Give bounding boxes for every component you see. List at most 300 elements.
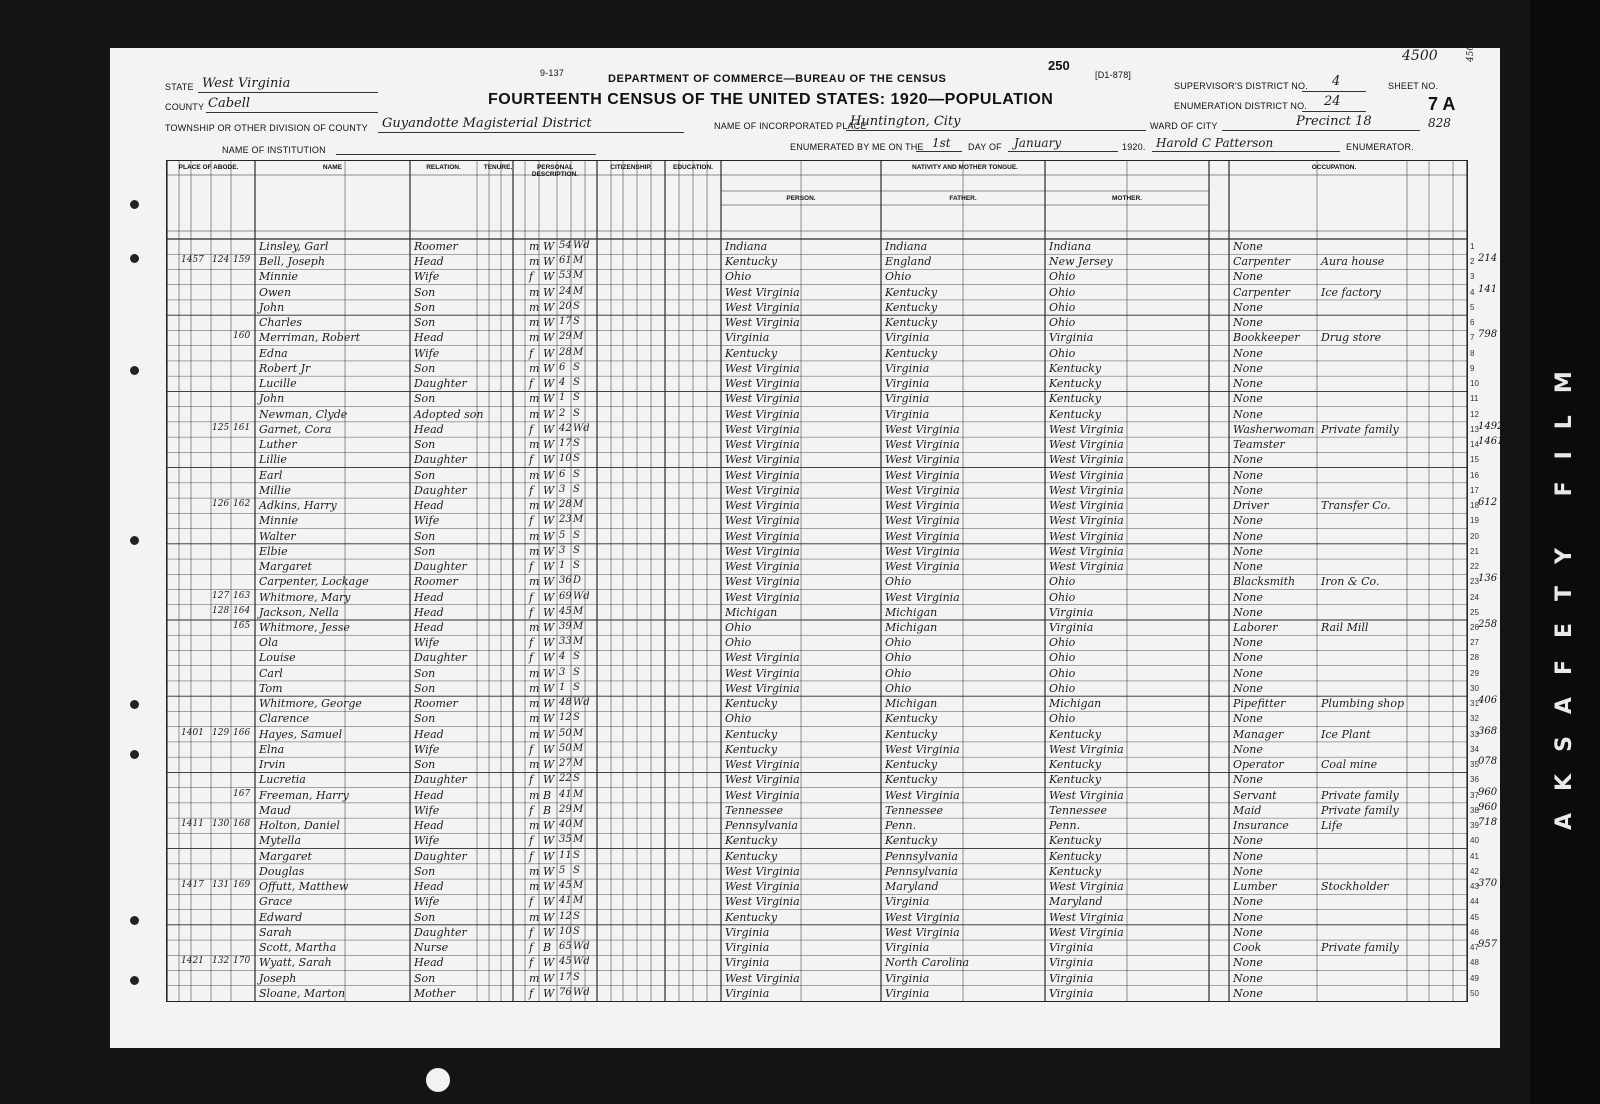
- age: 20: [559, 300, 572, 312]
- race: W: [543, 636, 555, 650]
- age: 12: [559, 910, 572, 922]
- father-birthplace: Ohio: [885, 666, 912, 680]
- mother-birthplace: Ohio: [1049, 651, 1076, 665]
- birthplace: West Virginia: [725, 590, 800, 604]
- age: 42: [559, 422, 572, 434]
- enumerated-label: ENUMERATED BY ME ON THE: [790, 142, 924, 152]
- page-number: 250: [1048, 58, 1070, 73]
- relation: Head: [414, 499, 444, 513]
- person-name: Wyatt, Sarah: [259, 956, 332, 970]
- line-number: 16: [1470, 470, 1479, 480]
- relation: Son: [414, 468, 436, 482]
- race: W: [543, 483, 555, 497]
- occupation: Carpenter: [1233, 255, 1291, 269]
- place-label: NAME OF INCORPORATED PLACE: [714, 121, 867, 131]
- sub-father: FATHER.: [949, 195, 977, 202]
- marital-status: S: [573, 925, 580, 937]
- person-name: Owen: [259, 285, 292, 299]
- family-number: 126: [212, 499, 230, 510]
- father-birthplace: Virginia: [885, 895, 930, 909]
- line-number: 14: [1470, 440, 1479, 450]
- marital-status: M: [573, 636, 584, 648]
- age: 54: [559, 240, 572, 251]
- birthplace: Virginia: [725, 925, 770, 939]
- person-name: Elna: [259, 742, 285, 756]
- relation: Daughter: [414, 925, 467, 939]
- race: W: [543, 453, 555, 467]
- relation: Head: [414, 727, 444, 741]
- race: W: [543, 499, 555, 513]
- person-name: Louise: [259, 651, 296, 665]
- occupation: Laborer: [1233, 621, 1278, 634]
- marital-status: S: [573, 529, 580, 541]
- line-number: 26: [1470, 623, 1479, 632]
- house-number: 170: [233, 956, 251, 967]
- person-name: Grace: [259, 895, 293, 909]
- relation: Head: [414, 788, 444, 802]
- age: 45: [559, 880, 572, 892]
- race: W: [543, 758, 555, 772]
- birthplace: West Virginia: [725, 392, 800, 406]
- age: 6: [559, 468, 566, 480]
- father-birthplace: Kentucky: [885, 285, 938, 299]
- relation: Son: [414, 712, 436, 726]
- industry: Plumbing shop: [1321, 697, 1405, 711]
- birthplace: West Virginia: [725, 788, 800, 802]
- form-code: 9-137: [540, 68, 565, 78]
- mother-birthplace: Virginia: [1049, 971, 1094, 985]
- father-birthplace: Kentucky: [885, 834, 938, 848]
- marital-status: S: [573, 560, 580, 572]
- person-name: Lucretia: [259, 773, 306, 787]
- punch-hole: [130, 916, 139, 925]
- industry: Drug store: [1321, 331, 1382, 345]
- marital-status: M: [573, 499, 584, 511]
- line-number: 27: [1470, 638, 1479, 648]
- occupation: None: [1233, 636, 1263, 650]
- age: 35: [559, 834, 572, 846]
- state-label: STATE: [165, 82, 194, 92]
- race: W: [543, 697, 555, 711]
- race: W: [543, 880, 555, 894]
- person-name: Irvin: [259, 758, 286, 772]
- relation: Son: [414, 438, 436, 452]
- person-name: Charles: [259, 316, 302, 330]
- occupation: None: [1233, 300, 1263, 314]
- industry: Ice factory: [1321, 285, 1381, 299]
- house-number: 160: [233, 331, 251, 342]
- line-number: 8: [1470, 348, 1475, 358]
- occupation: None: [1233, 971, 1263, 985]
- family-number: 129: [212, 727, 230, 738]
- mother-birthplace: Ohio: [1049, 681, 1076, 695]
- institution-label: NAME OF INSTITUTION: [222, 145, 326, 155]
- group-place-of-abode: PLACE OF ABODE.: [178, 164, 239, 171]
- house-number: 167: [233, 788, 251, 799]
- occupation: None: [1233, 240, 1263, 253]
- marital-status: Wd: [573, 697, 590, 709]
- marital-status: M: [573, 346, 584, 358]
- industry: Aura house: [1321, 255, 1385, 269]
- occupation: None: [1233, 361, 1263, 375]
- relation: Son: [414, 666, 436, 680]
- occupation: None: [1233, 910, 1263, 924]
- punch-hole: [130, 254, 139, 263]
- birthplace: West Virginia: [725, 651, 800, 665]
- sex: m: [529, 285, 540, 299]
- sex: m: [529, 544, 540, 558]
- relation: Head: [414, 331, 444, 345]
- person-name: John: [259, 300, 285, 314]
- line-number: 41: [1470, 851, 1479, 861]
- relation: Wife: [414, 514, 440, 528]
- father-birthplace: North Carolina: [885, 956, 970, 970]
- department-heading: DEPARTMENT OF COMMERCE—BUREAU OF THE CENSUS: [608, 73, 947, 85]
- sex: f: [529, 422, 534, 436]
- mother-birthplace: West Virginia: [1049, 788, 1124, 802]
- father-birthplace: Ohio: [885, 681, 912, 695]
- sex: f: [529, 560, 534, 574]
- sex: f: [529, 956, 534, 970]
- father-birthplace: Pennsylvania: [885, 849, 958, 863]
- line-number: 5: [1470, 302, 1475, 312]
- family-number: 127: [212, 590, 230, 601]
- relation: Son: [414, 529, 436, 543]
- relation: Head: [414, 956, 444, 970]
- sex: f: [529, 453, 534, 467]
- race: W: [543, 834, 555, 848]
- race: W: [543, 331, 555, 345]
- sex: m: [529, 727, 540, 741]
- birthplace: West Virginia: [725, 422, 800, 436]
- marital-status: S: [573, 377, 580, 389]
- occupation: None: [1233, 544, 1263, 558]
- sex: m: [529, 621, 540, 634]
- birthplace: West Virginia: [725, 453, 800, 467]
- marital-status: S: [573, 407, 580, 419]
- marital-status: M: [573, 255, 584, 267]
- person-name: Walter: [259, 529, 296, 543]
- marital-status: Wd: [573, 590, 590, 602]
- birthplace: Michigan: [725, 605, 778, 619]
- age: 28: [559, 499, 572, 511]
- birthplace: West Virginia: [725, 377, 800, 391]
- mother-birthplace: West Virginia: [1049, 742, 1124, 756]
- age: 45: [559, 605, 572, 617]
- occupation: None: [1233, 483, 1263, 497]
- enumerator-name: Harold C Patterson: [1156, 136, 1274, 150]
- line-number: 6: [1470, 318, 1475, 328]
- sheet-value: 7 A: [1428, 94, 1456, 114]
- father-birthplace: Michigan: [885, 605, 938, 619]
- age: 50: [559, 742, 572, 754]
- mother-birthplace: Ohio: [1049, 346, 1076, 360]
- marital-status: S: [573, 544, 580, 556]
- occupation: Manager: [1233, 727, 1284, 741]
- dwelling-number: 1401: [181, 727, 204, 738]
- occupation: None: [1233, 986, 1263, 1000]
- father-birthplace: West Virginia: [885, 788, 960, 802]
- age: 4: [559, 377, 566, 389]
- occupation: None: [1233, 392, 1263, 406]
- enum-district-label: ENUMERATION DISTRICT NO.: [1174, 101, 1307, 111]
- line-number: 48: [1470, 958, 1479, 968]
- father-birthplace: West Virginia: [885, 544, 960, 558]
- father-birthplace: West Virginia: [885, 529, 960, 543]
- person-name: Whitmore, Jesse: [259, 621, 350, 634]
- group-education: EDUCATION.: [673, 164, 713, 171]
- marital-status: D: [573, 575, 582, 587]
- person-name: Hayes, Samuel: [259, 727, 343, 741]
- person-name: Whitmore, George: [259, 697, 362, 711]
- side-number: 258: [1478, 619, 1498, 630]
- supervisor-value: 4: [1332, 74, 1341, 89]
- family-number: 125: [212, 422, 230, 433]
- person-name: Maud: [259, 803, 291, 817]
- sex: f: [529, 742, 534, 756]
- relation: Head: [414, 605, 444, 619]
- marital-status: S: [573, 316, 580, 328]
- group-tenure: TENURE.: [483, 164, 513, 171]
- relation: Head: [414, 422, 444, 436]
- sex: f: [529, 270, 534, 284]
- father-birthplace: West Virginia: [885, 468, 960, 482]
- mother-birthplace: Ohio: [1049, 575, 1076, 589]
- race: B: [543, 788, 552, 802]
- county-label: COUNTY: [165, 102, 205, 112]
- birthplace: West Virginia: [725, 971, 800, 985]
- occupation: Teamster: [1233, 438, 1285, 452]
- line-number: 33: [1470, 729, 1479, 739]
- age: 48: [559, 697, 572, 709]
- birthplace: West Virginia: [725, 514, 800, 528]
- race: W: [543, 590, 555, 604]
- occupation: None: [1233, 316, 1263, 330]
- line-number: 31: [1470, 699, 1479, 709]
- relation: Nurse: [414, 941, 449, 955]
- father-birthplace: Virginia: [885, 361, 930, 375]
- relation: Wife: [414, 834, 440, 848]
- age: 10: [559, 453, 572, 465]
- father-birthplace: Virginia: [885, 941, 930, 955]
- marital-status: S: [573, 392, 580, 404]
- relation: Roomer: [414, 575, 458, 589]
- person-name: Carl: [259, 666, 283, 680]
- age: 6: [559, 361, 566, 373]
- birthplace: Kentucky: [725, 910, 778, 924]
- industry: Life: [1321, 819, 1343, 833]
- father-birthplace: Kentucky: [885, 758, 938, 772]
- person-name: Tom: [259, 681, 283, 695]
- occupation: None: [1233, 377, 1263, 391]
- marital-status: M: [573, 621, 584, 632]
- mother-birthplace: Michigan: [1049, 697, 1102, 711]
- race: W: [543, 270, 555, 284]
- age: 69: [559, 590, 572, 602]
- person-name: Luther: [259, 438, 297, 452]
- line-number: 28: [1470, 653, 1479, 663]
- group-relation: RELATION.: [426, 164, 461, 171]
- house-number: 165: [233, 621, 251, 631]
- marital-status: M: [573, 514, 584, 526]
- race: B: [543, 941, 552, 955]
- birthplace: West Virginia: [725, 285, 800, 299]
- marital-status: M: [573, 880, 584, 892]
- line-number: 24: [1470, 592, 1479, 602]
- mother-birthplace: Ohio: [1049, 666, 1076, 680]
- relation: Mother: [414, 986, 456, 1000]
- line-number: 46: [1470, 927, 1479, 937]
- age: 36: [559, 575, 572, 587]
- sex: m: [529, 255, 540, 269]
- race: W: [543, 285, 555, 299]
- occupation: None: [1233, 925, 1263, 939]
- relation: Wife: [414, 270, 440, 284]
- side-number: 141: [1478, 283, 1498, 295]
- corner-number: 4500: [1402, 48, 1438, 64]
- father-birthplace: West Virginia: [885, 514, 960, 528]
- line-number: 15: [1470, 455, 1479, 465]
- sex: f: [529, 636, 534, 650]
- form-ref: [D1-878]: [1095, 70, 1132, 80]
- group-nativity: NATIVITY AND MOTHER TONGUE.: [912, 164, 1018, 171]
- race: W: [543, 377, 555, 391]
- birthplace: Virginia: [725, 956, 770, 970]
- sex: f: [529, 773, 534, 787]
- father-birthplace: Virginia: [885, 971, 930, 985]
- mother-birthplace: Indiana: [1049, 240, 1092, 253]
- age: 22: [559, 773, 572, 785]
- birthplace: West Virginia: [725, 575, 800, 589]
- occupation: Bookkeeper: [1233, 331, 1300, 345]
- father-birthplace: Maryland: [885, 880, 939, 894]
- sub-mother: MOTHER.: [1112, 195, 1142, 202]
- relation: Head: [414, 255, 444, 269]
- census-title: FOURTEENTH CENSUS OF THE UNITED STATES: 1920—POPULATION: [488, 91, 1054, 108]
- occupation: None: [1233, 864, 1263, 878]
- punch-hole: [130, 750, 139, 759]
- father-birthplace: West Virginia: [885, 422, 960, 436]
- race: W: [543, 422, 555, 436]
- family-number: 124: [212, 255, 230, 266]
- person-name: Sarah: [259, 925, 292, 939]
- person-name: Bell, Joseph: [259, 255, 325, 269]
- marital-status: Wd: [573, 240, 590, 251]
- relation: Roomer: [414, 697, 458, 711]
- sex: f: [529, 986, 534, 1000]
- line-number: 32: [1470, 714, 1479, 724]
- age: 40: [559, 819, 572, 831]
- occupation: None: [1233, 712, 1263, 726]
- age: 3: [559, 544, 566, 556]
- relation: Daughter: [414, 453, 467, 467]
- occupation: Blacksmith: [1233, 575, 1296, 589]
- enum-district-value: 24: [1324, 94, 1341, 109]
- occupation: Maid: [1233, 803, 1262, 817]
- person-name: Sloane, Marton: [259, 986, 346, 1000]
- mother-birthplace: Kentucky: [1049, 864, 1102, 878]
- side-number: 960: [1478, 801, 1498, 813]
- occupation: Operator: [1233, 758, 1284, 772]
- sex: m: [529, 788, 540, 802]
- marital-status: M: [573, 605, 584, 617]
- race: W: [543, 240, 555, 253]
- sex: f: [529, 849, 534, 863]
- birthplace: West Virginia: [725, 666, 800, 680]
- age: 27: [559, 758, 572, 770]
- person-name: Garnet, Cora: [259, 422, 332, 436]
- marital-status: Wd: [573, 986, 590, 998]
- birthplace: Indiana: [725, 240, 768, 253]
- person-name: Linsley, Garl: [259, 240, 329, 253]
- person-name: Margaret: [259, 849, 312, 863]
- sex: m: [529, 300, 540, 314]
- sex: m: [529, 819, 540, 833]
- sex: m: [529, 499, 540, 513]
- marital-status: M: [573, 270, 584, 282]
- sex: m: [529, 681, 540, 695]
- census-sheet: [110, 39, 1504, 1048]
- birthplace: West Virginia: [725, 361, 800, 375]
- occupation: None: [1233, 742, 1263, 756]
- person-name: Clarence: [259, 712, 310, 726]
- birthplace: Virginia: [725, 331, 770, 345]
- relation: Son: [414, 910, 436, 924]
- relation: Adopted son: [414, 407, 484, 421]
- industry: Transfer Co.: [1321, 499, 1391, 513]
- father-birthplace: West Virginia: [885, 560, 960, 574]
- sex: m: [529, 529, 540, 543]
- mother-birthplace: West Virginia: [1049, 560, 1124, 574]
- relation: Son: [414, 392, 436, 406]
- birthplace: West Virginia: [725, 483, 800, 497]
- industry: Coal mine: [1321, 758, 1378, 772]
- sex: f: [529, 803, 534, 817]
- sex: f: [529, 925, 534, 939]
- person-name: Robert Jr: [259, 361, 311, 375]
- father-birthplace: Kentucky: [885, 316, 938, 330]
- marital-status: M: [573, 742, 584, 754]
- line-number: 39: [1470, 821, 1479, 831]
- race: W: [543, 544, 555, 558]
- line-number: 11: [1470, 394, 1479, 404]
- birthplace: West Virginia: [725, 895, 800, 909]
- occupation: None: [1233, 773, 1263, 787]
- occupation: Washerwoman: [1233, 422, 1315, 436]
- birthplace: West Virginia: [725, 560, 800, 574]
- mother-birthplace: Virginia: [1049, 605, 1094, 619]
- marital-status: M: [573, 727, 584, 739]
- sex: m: [529, 666, 540, 680]
- census-table: [166, 160, 1479, 1002]
- sub-person: PERSON.: [786, 195, 816, 202]
- person-name: Merriman, Robert: [259, 331, 361, 345]
- mother-birthplace: West Virginia: [1049, 438, 1124, 452]
- mother-birthplace: New Jersey: [1049, 255, 1113, 269]
- father-birthplace: West Virginia: [885, 910, 960, 924]
- birthplace: Pennsylvania: [725, 819, 798, 833]
- race: W: [543, 925, 555, 939]
- punch-hole: [130, 976, 139, 985]
- occupation: None: [1233, 529, 1263, 543]
- person-name: Newman, Clyde: [259, 407, 348, 421]
- race: W: [543, 712, 555, 726]
- sex: f: [529, 514, 534, 528]
- birthplace: Virginia: [725, 986, 770, 1000]
- sex: f: [529, 834, 534, 848]
- sex: m: [529, 697, 540, 711]
- state-value: West Virginia: [202, 76, 291, 91]
